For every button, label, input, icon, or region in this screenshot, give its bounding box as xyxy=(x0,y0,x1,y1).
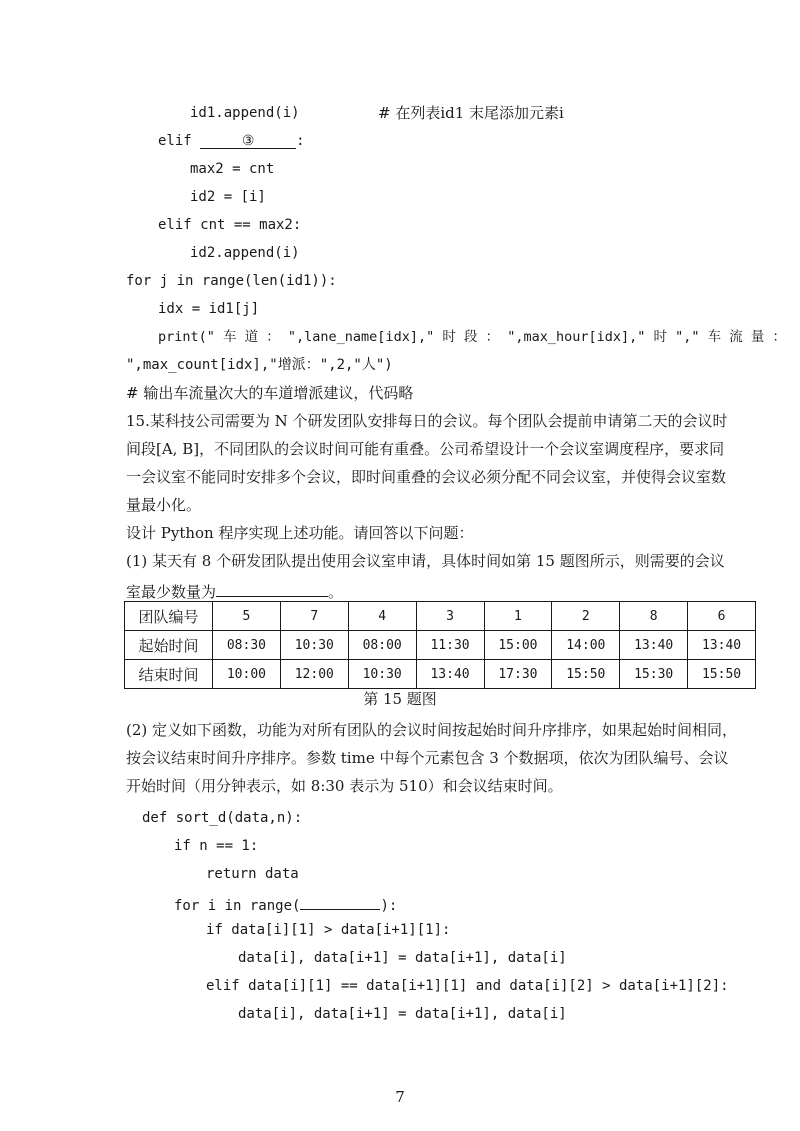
problem-15-instruction: 设计 Python 程序实现上述功能。请回答以下问题： xyxy=(126,524,474,542)
code-line-append-id1 xyxy=(190,103,300,123)
code-line-return: return data xyxy=(206,866,299,882)
code-line-max2-assign: max2 = cnt xyxy=(190,161,275,177)
question-2-line-3: 开始时间（用分钟表示，如 8:30 表示为 510）和会议结束时间。 xyxy=(126,777,563,795)
code-line-swap-2: data[i], data[i+1] = data[i+1], data[i] xyxy=(238,1006,567,1022)
problem-15-line-2: 间段[A, B]，不同团队的会议时间可能有重叠。公司希望设计一个会议室调度程序，要求同 xyxy=(126,440,725,458)
end-time-cell: 12:00 xyxy=(280,660,348,689)
team-id-cell: 6 xyxy=(688,602,756,631)
code-text: id1.append(i) xyxy=(190,105,300,121)
team-id-cell: 8 xyxy=(620,602,688,631)
code-line-print-end: ",max_count[idx],"增派：",2,"人") xyxy=(126,357,393,373)
row-header-team-id: 团队编号 xyxy=(125,602,213,631)
team-id-cell: 2 xyxy=(552,602,620,631)
page-number: 7 xyxy=(395,1088,405,1106)
team-id-cell: 3 xyxy=(416,602,484,631)
end-time-cell: 10:00 xyxy=(213,660,281,689)
team-id-cell: 1 xyxy=(484,602,552,631)
question-1-text: 室最少数量为 xyxy=(126,583,217,601)
row-header-end-time: 结束时间 xyxy=(125,660,213,689)
code-text: elif xyxy=(158,133,201,149)
question-2-line-2: 按会议结束时间升序排序。参数 time 中每个元素包含 3 个数据项，依次为团队编号、会议 xyxy=(126,749,729,767)
code-line-print-start: print(" 车 道 ： ",lane_name[idx]," 时 段 ： ",max_hour[idx]," 时 "," 车 流 量 ： xyxy=(158,329,787,345)
question-1-line-2 xyxy=(126,579,343,602)
end-time-cell: 13:40 xyxy=(416,660,484,689)
row-header-start-time: 起始时间 xyxy=(125,631,213,660)
team-id-cell: 7 xyxy=(280,602,348,631)
question-2-line-1: (2) 定义如下函数，功能为对所有团队的会议时间按起始时间升序排序，如果起始时间相同， xyxy=(126,721,738,739)
answer-blank-q1[interactable] xyxy=(216,579,328,597)
end-time-cell: 15:50 xyxy=(688,660,756,689)
code-text: ): xyxy=(380,898,398,914)
team-id-cell: 4 xyxy=(348,602,416,631)
code-line-if-compare: if data[i][1] > data[i+1][1]: xyxy=(206,922,451,938)
team-id-cell: 5 xyxy=(213,602,281,631)
table-row-start-time xyxy=(125,631,756,660)
question-1-text: 。 xyxy=(328,583,344,601)
end-time-cell: 15:50 xyxy=(552,660,620,689)
start-time-cell: 13:40 xyxy=(688,631,756,660)
start-time-cell: 13:40 xyxy=(620,631,688,660)
problem-15-line-4: 量最小化。 xyxy=(126,496,202,514)
start-time-cell: 15:00 xyxy=(484,631,552,660)
start-time-cell: 08:00 xyxy=(348,631,416,660)
start-time-cell: 10:30 xyxy=(280,631,348,660)
code-line-for-i xyxy=(174,892,397,916)
start-time-cell: 11:30 xyxy=(416,631,484,660)
code-line-id2-assign: id2 = [i] xyxy=(190,189,266,205)
code-line-swap-1: data[i], data[i+1] = data[i+1], data[i] xyxy=(238,950,567,966)
code-line-elif-max2: elif cnt == max2: xyxy=(158,217,302,233)
code-text: : xyxy=(296,133,305,149)
code-line-if-n: if n == 1: xyxy=(174,838,259,854)
code-comment-append-id1: # 在列表id1 末尾添加元素i xyxy=(378,104,564,122)
figure-caption: 第 15 题图 xyxy=(363,690,437,708)
code-line-idx-assign: idx = id1[j] xyxy=(158,301,260,317)
problem-15-line-3: 一会议室不能同时安排多个会议，即时间重叠的会议必须分配不同会议室，并使得会议室数 xyxy=(126,468,727,486)
end-time-cell: 15:30 xyxy=(620,660,688,689)
code-comment-second-lane: # 输出车流量次大的车道增派建议，代码略 xyxy=(126,384,414,402)
code-line-elif-blank3 xyxy=(158,131,305,151)
table-row-team-id xyxy=(125,602,756,631)
code-line-append-id2: id2.append(i) xyxy=(190,245,300,261)
code-line-elif-compare: elif data[i][1] == data[i+1][1] and data[i][2] > data[i+1][2]: xyxy=(206,978,729,994)
end-time-cell: 10:30 xyxy=(348,660,416,689)
code-line-for-j: for j in range(len(id1)): xyxy=(126,273,337,289)
meeting-schedule-table xyxy=(124,601,756,689)
answer-blank-range[interactable] xyxy=(300,892,380,910)
code-line-def-sort: def sort_d(data,n): xyxy=(142,810,303,826)
start-time-cell: 14:00 xyxy=(552,631,620,660)
answer-blank-3[interactable]: ③ xyxy=(200,131,296,149)
problem-15-line-1: 15.某科技公司需要为 N 个研发团队安排每日的会议。每个团队会提前申请第二天的会议时 xyxy=(126,412,728,430)
question-1-line-1: (1) 某天有 8 个研发团队提出使用会议室申请，具体时间如第 15 题图所示，则需要的会议 xyxy=(126,552,725,570)
table-row-end-time xyxy=(125,660,756,689)
code-text: for i in range( xyxy=(174,898,301,914)
start-time-cell: 08:30 xyxy=(213,631,281,660)
end-time-cell: 17:30 xyxy=(484,660,552,689)
